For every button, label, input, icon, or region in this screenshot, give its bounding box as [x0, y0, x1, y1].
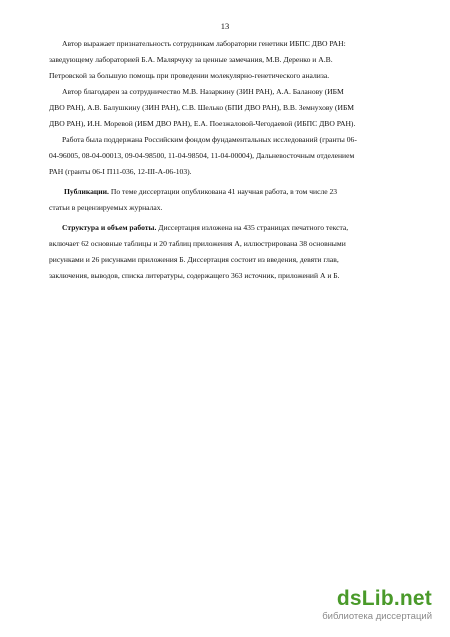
text-line: Работа была поддержана Российским фондом фундаментальных исследований (гранты 06-: [62, 135, 357, 144]
acknowledgment-paragraph-2: [49, 84, 409, 132]
structure-text: Диссертация изложена на 435 страницах печатного текста,: [156, 223, 349, 232]
text-line: [49, 220, 409, 236]
text-line: [49, 184, 409, 200]
text-line: Автор выражает признательность сотрудникам лаборатории генетики ИБПС ДВО РАН:: [62, 39, 346, 48]
acknowledgment-paragraph-1: [49, 36, 409, 84]
text-line: ДВО РАН), А.В. Балушкину (ЗИН РАН), С.В. Шелько (БПИ ДВО РАН), В.В. Земнухову (ИБМ: [49, 103, 355, 112]
watermark-logo: dsLib.net: [336, 587, 432, 610]
document-body: [49, 36, 409, 284]
text-line: РАН (гранты 06-I П11-036, 12-III-А-06-103).: [49, 167, 192, 176]
text-line: Автор благодарен за сотрудничество М.В. Назаркину (ЗИН РАН), А.А. Баланову (ИБМ: [62, 87, 344, 96]
text-line: статьи в рецензируемых журналах.: [49, 203, 163, 212]
text-line: Петровской за большую помощь при проведении молекулярно-генетического анализа.: [49, 71, 330, 80]
watermark: [292, 587, 432, 627]
text-line: заключения, выводов, списка литературы, содержащего 363 источник, приложений А и Б.: [49, 271, 340, 280]
text-line: рисунками и 26 рисунками приложения Б. Диссертация состоит из введения, девяти глав,: [49, 255, 339, 264]
watermark-tagline: библиотека диссертаций: [322, 611, 432, 622]
text-line: включает 62 основные таблицы и 20 таблиц приложения А, иллюстрирована 38 основными: [49, 239, 346, 248]
structure-paragraph: [49, 220, 409, 284]
publications-text: По теме диссертации опубликована 41 научная работа, в том числе 23: [108, 187, 338, 196]
funding-paragraph: [49, 132, 409, 180]
publications-paragraph: [49, 184, 409, 216]
structure-heading: Структура и объем работы.: [62, 223, 157, 232]
text-line: 04-96005, 08-04-00013, 09-04-98500, 11-04-98504, 11-04-00004), Дальневосточным отделением: [49, 151, 355, 160]
page-number: 13: [220, 21, 230, 31]
publications-heading: Публикации.: [64, 187, 109, 196]
text-line: заведующему лабораторией Б.А. Малярчуку за ценные замечания, М.В. Деренко и А.В.: [49, 55, 333, 64]
text-line: ДВО РАН), И.Н. Моревой (ИБМ ДВО РАН), Е.А. Поезжаловой-Чегодаевой (ИБПС ДВО РАН).: [49, 119, 356, 128]
